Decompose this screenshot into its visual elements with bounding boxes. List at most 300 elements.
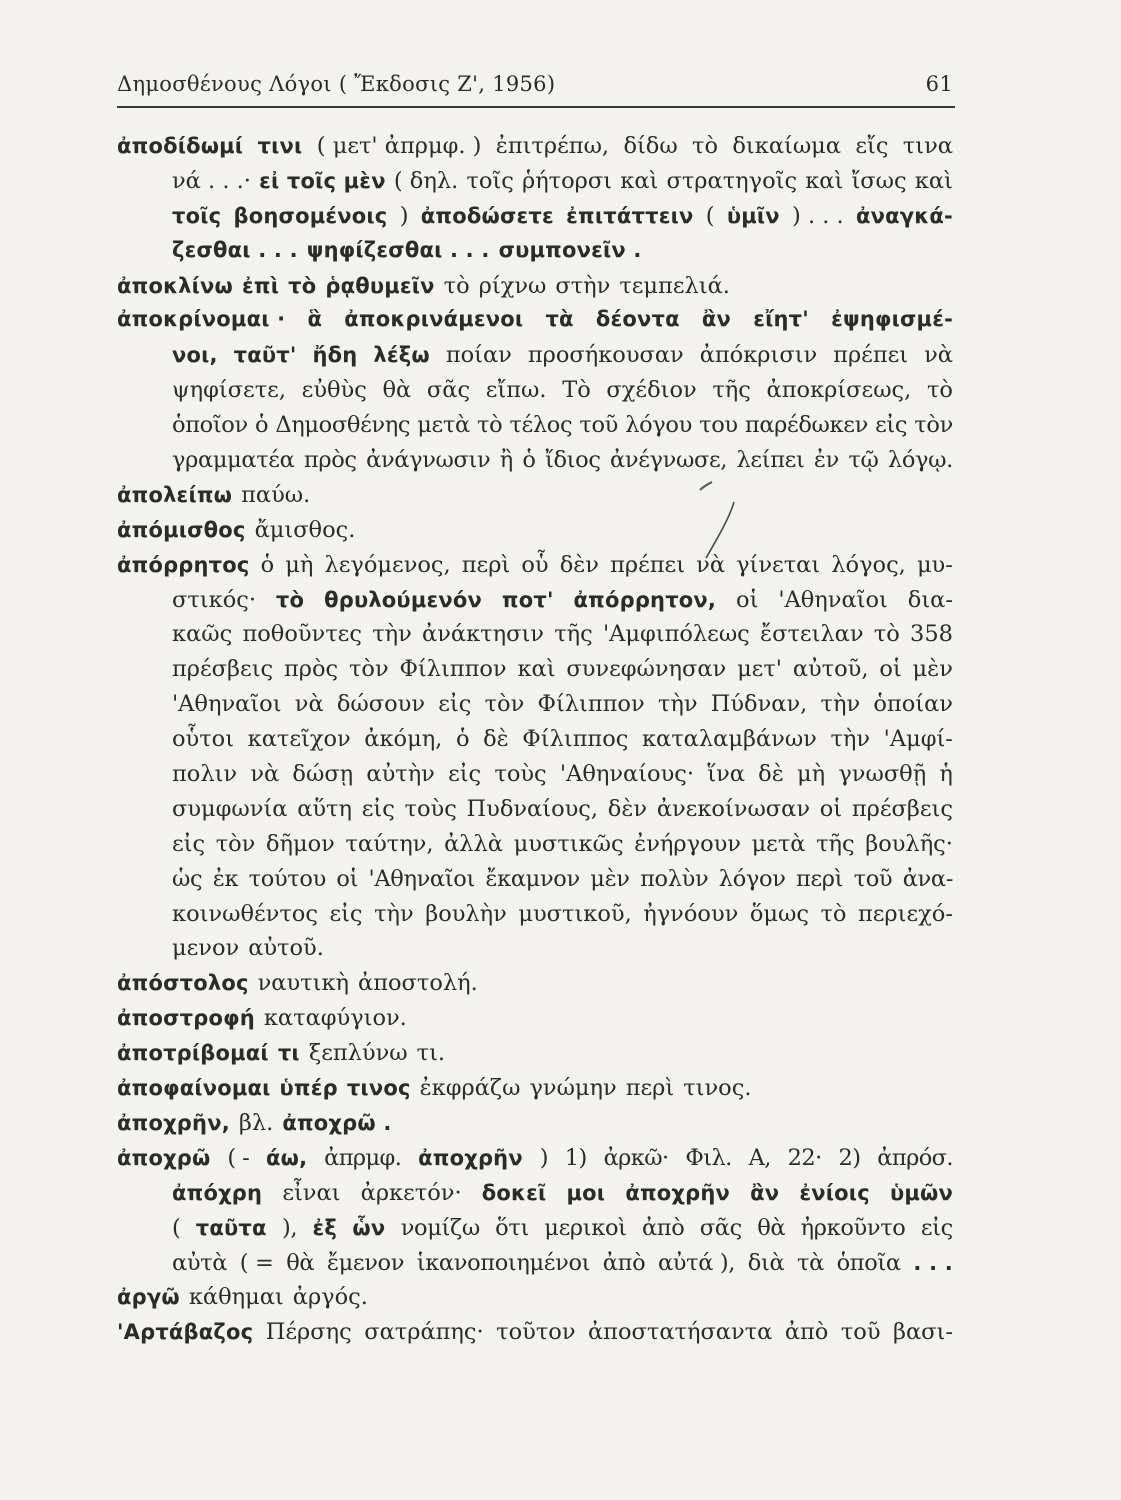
headword: ἤδη [312,343,358,368]
text-segment: 'Αθηναῖοι [368,865,475,892]
text-segment: καταφύγιον. [263,1005,407,1032]
text-segment: ( [705,202,715,229]
headword: ἐψηφισμέ- [831,307,953,332]
text-segment: ἀκόμη, [364,726,443,753]
text-line [117,1005,953,1040]
headword: ἀποδίδωμί [117,134,244,158]
headword: ἀποκρινάμενοι [344,307,524,332]
text-segment: οὗ [521,551,549,578]
text-segment: μετὰ [751,830,806,857]
headword: θρυλούμενόν [324,587,482,612]
text-segment: ἀνάκτησιν [422,621,544,648]
headword: ἀποτρίβομαί [117,1041,269,1066]
text-segment: τὴν [820,691,861,718]
text-segment: θὰ [286,1249,315,1276]
headword: ἃ [307,307,323,332]
headword: ὑπέρ [279,1076,338,1101]
dictionary-entries [117,133,953,1354]
headword: εἴητ' [753,307,809,332]
headword: συμπονεῖν . [498,237,642,262]
text-segment: συμφωνία [172,795,288,822]
text-segment: βουλὴν [425,900,507,927]
text-segment: οἱ [336,865,359,892]
text-segment: δια- [907,586,953,613]
text-segment: καῶς [172,621,233,648]
text-line [117,691,953,726]
text-line [117,726,953,761]
text-segment: τι. [416,1040,446,1067]
text-segment: γίνεται [736,551,821,578]
text-segment: αὐτὴν [366,761,435,788]
headword: εἰ τοῖς μὲν [259,168,386,193]
text-line [117,412,953,447]
text-segment: ), [281,1214,298,1241]
page-number: 61 [925,72,953,96]
headword: ταῦτα [195,1215,267,1240]
text-segment: αὐτοῦ, [792,656,869,683]
text-segment: εἴς [855,133,889,159]
text-segment: ἴδιος [545,447,601,474]
text-segment: ποίαν [445,342,512,369]
text-segment: ναυτικὴ [257,970,349,997]
text-line [117,831,953,866]
text-segment: Φιλ. [685,1144,732,1171]
text-segment: αὕτη [297,795,352,822]
text-segment: δίδω [623,133,678,159]
header-rule [117,106,955,108]
text-segment: λεγόμενος, [324,551,451,578]
text-segment: περὶ [461,551,511,578]
text-line [117,761,953,796]
text-segment: δὲ [758,761,784,788]
text-segment: ἀποστολή. [358,970,478,997]
text-segment: γνωσθῇ [838,761,927,788]
text-segment: τὸν [348,656,389,683]
text-segment: ) [399,202,409,229]
headword: ἀποδώσετε [420,203,554,228]
headword: τὸ [288,273,317,298]
text-segment: μενον [172,935,240,962]
headword: ἀποφαίνομαι [117,1076,271,1101]
text-segment: παρέδωκεν [744,412,868,439]
text-segment: τὸ [692,133,719,159]
text-line [117,587,953,622]
text-segment: μυστικοῦ, [518,900,632,927]
text-segment: ἀπὸ [641,1214,685,1241]
running-head [117,72,953,96]
headword: ἀπόρρητον, [573,587,717,612]
headword: δέοντα [595,307,680,332]
text-segment: τινα [902,133,953,159]
text-segment: δὲν [607,795,648,822]
text-line [117,203,953,238]
headword: ἀπόμισθος [117,517,246,542]
text-segment: ὁ [522,447,536,474]
text-segment: εὐθὺς [301,377,367,404]
text-segment: γνώμην [529,1075,617,1102]
headword: ἀποκρίνομαι · [117,307,286,332]
text-segment: ἐπιτρέπω, [495,133,610,159]
text-segment: μὲν [590,865,630,892]
text-segment: μετὰ [417,412,470,439]
text-line [117,447,953,482]
text-segment: τῆς [712,377,751,404]
text-segment: Φίλιππος [522,726,629,753]
text-segment: ἀπόκρισιν [699,342,818,369]
text-segment: τὸ [443,272,470,299]
text-segment: Δημοσθένης [275,412,411,439]
text-segment: ἠρκοῦντο [800,1214,906,1241]
text-line [117,1319,953,1354]
headword: άω, [265,1145,308,1170]
text-segment: 'Αθηναῖοι [172,691,282,718]
text-segment: στικός· [172,586,256,613]
text-segment: ἀνάγνωσιν [366,447,491,474]
text-segment: δὲ [483,726,509,753]
text-segment: ἡ [939,761,953,788]
text-segment: νά . . .· [172,167,251,194]
text-segment: καὶ [517,656,556,683]
text-segment: μυ- [916,551,953,578]
text-segment: ὁποῖον [172,412,248,439]
headword: ὧν [352,1215,386,1240]
headword: δοκεῖ [481,1180,547,1205]
text-segment: νὰ [924,342,953,369]
text-segment: λόγος, [831,551,906,578]
text-segment: πρέπει [610,551,686,578]
text-segment: του [699,412,738,439]
text-segment: οἱ [819,795,843,822]
text-line [117,1215,953,1250]
text-segment: νομίζω [400,1214,480,1241]
headword: ἀποχρῆν, [117,1110,230,1135]
headword: ἀποκλίνω [117,273,234,298]
text-segment: γραμματέα [172,447,295,474]
headword: ἂν [750,1180,780,1205]
headword: ἐπὶ [242,273,280,298]
text-segment: ἀλλὰ [444,830,504,857]
text-segment: εἴπω. [485,377,547,404]
text-line [117,168,953,203]
text-segment: μὴ [797,761,826,788]
headword: τι [277,1041,300,1066]
headword: λέξω [373,343,430,368]
headword: τὸ [275,587,305,612]
headword: νοι, [172,343,218,368]
text-segment: ὡς [172,865,203,892]
text-segment: νὰ [696,551,726,578]
text-segment: τὴν [657,691,698,718]
text-segment: δώσουν [336,691,426,718]
text-segment: ποθοῦντες [242,621,362,648]
text-segment: Πύδναν, [710,691,808,718]
text-segment: μερικοὶ [544,1214,627,1241]
text-segment: τὸ [476,412,503,439]
text-segment: πολιν [172,761,238,788]
text-segment: κατεῖχον [247,726,351,753]
text-line [117,377,953,412]
text-segment: Φίλιππον [537,691,645,718]
headword: ἀποστροφή [117,1006,255,1031]
text-segment: λείπει [736,447,805,474]
text-segment: ἔμενον [326,1249,405,1276]
handwritten-mark-icon [690,472,750,572]
text-segment: πρὸς [283,656,339,683]
headword: ὑμῖν [726,203,780,228]
text-segment: ἐνήργουν [634,830,741,857]
text-segment: στὴν [555,272,611,299]
text-segment: αὐτά ), [657,1249,736,1276]
text-segment: οὗτοι [172,726,235,753]
text-segment: τοῦ [853,865,893,892]
text-segment: ἐκφράζω [419,1075,521,1102]
text-line [117,552,953,587]
text-segment: σᾶς [699,1214,742,1241]
text-segment: τοῦ [579,412,619,439]
text-segment: καταλαμβάνων [641,726,817,753]
text-segment: ἀπρόσ. [877,1144,953,1171]
text-line [117,866,953,901]
headword: ἀπολείπω [117,482,233,507]
text-segment: καὶ [620,167,659,194]
text-segment: 'Αμφί- [883,726,953,753]
headword: τοῖς [172,203,222,228]
text-segment: τῷ [848,447,879,474]
text-segment: ἀργός. [292,1284,368,1311]
text-segment: πρὸς [303,447,357,474]
text-line [117,342,953,377]
text-segment: 22· [787,1144,822,1171]
text-segment: μὴ [285,551,314,578]
headword: ἐξ [312,1215,338,1240]
text-segment: ξεπλύνω [308,1040,408,1067]
text-segment: μετ' [737,656,782,683]
headword: ψηφίζεσθαι . . . [306,237,490,262]
text-segment: κάθημαι [188,1284,284,1311]
headword: ὑμῶν [889,1180,953,1205]
text-segment: εἶναι [282,1179,341,1206]
text-segment: τὸν [914,412,953,439]
text-segment: οἱ [736,586,759,613]
text-segment: τὸν [484,691,525,718]
text-segment: εἰς [875,412,908,439]
text-line [117,796,953,831]
text-segment: ( μετ' ἀπρμφ. ) [316,133,482,159]
text-segment: βουλῆς· [865,830,953,857]
headword: βοησομένοις [233,203,388,228]
text-segment: Φίλιππον [399,656,507,683]
headword: . . . [913,1250,953,1275]
text-segment: τεμπελιά. [619,272,730,299]
text-segment: τοὺς [404,795,457,822]
text-segment: ἀποκρίσεως, [766,377,912,404]
text-segment: ἀρκετόν· [360,1179,462,1206]
text-line [117,901,953,936]
text-segment: αὐτοῦ. [248,935,324,962]
text-segment: ( [172,1214,181,1241]
text-segment: νὰ [294,691,324,718]
text-segment: ὁ [260,551,275,578]
headword: 'Αρτάβαζος [117,1320,254,1345]
text-segment: ἀνέγνωσε, [610,447,728,474]
text-line [117,1075,953,1110]
text-segment: ἀπὸ [602,1249,646,1276]
text-segment: ἐν [813,447,839,474]
text-line [117,1110,953,1145]
text-segment: τινος. [683,1075,752,1102]
text-segment: πολὺν [640,865,709,892]
headword: τὰ [545,307,574,332]
text-segment: ἔστειλαν [760,621,864,648]
text-segment: εἰς [438,691,472,718]
text-segment: ὁποῖα [836,1249,901,1276]
text-segment: Πυδναίους, [466,795,599,822]
text-line [117,935,953,970]
text-segment: τὰ [796,1249,824,1276]
text-segment: τῆς [816,830,855,857]
text-segment: εἰς [361,795,395,822]
text-line [117,517,953,552]
text-line [117,1284,953,1319]
text-line [117,1040,953,1075]
text-line [117,1145,953,1180]
text-segment: ἀποστατήσαντα [587,1319,773,1346]
text-segment: ταύτην, [345,830,434,857]
text-segment: εἰς [172,830,206,857]
text-segment: τούτου [248,865,326,892]
text-segment: ἢ [499,447,513,474]
text-segment: λόγῳ. [887,447,953,474]
headword: τινος [346,1076,411,1101]
text-segment: ὅτι [495,1214,529,1241]
headword: ἀποχρῆν [418,1145,523,1170]
text-segment: ὁ [455,726,470,753]
text-segment: σατράπης· [364,1319,484,1346]
text-line [117,970,953,1005]
text-segment: ὅμως [749,900,809,927]
text-segment: τὸν [215,830,256,857]
text-segment: μὲν [912,656,953,683]
headword: ζεσθαι . . . [172,237,298,262]
text-segment: σᾶς [426,377,471,404]
text-segment: ἀνα- [902,865,953,892]
text-segment: πρέσβεις [172,656,274,683]
text-segment: δικαίωμα [732,133,842,159]
text-segment: προσήκουσαν [527,342,684,369]
text-segment: τοῖς [466,167,514,194]
text-line [117,273,953,308]
text-segment: περιεχό- [857,900,953,927]
headword: ἀπόχρη [172,1180,263,1205]
text-segment: 358 [910,621,953,648]
text-segment: ( = [239,1249,274,1276]
headword: ἐνίοις [799,1180,870,1205]
headword: ποτ' [501,587,554,612]
text-segment: τὸ [873,621,900,648]
text-segment: πρέπει [833,342,909,369]
text-segment: βασι- [892,1319,953,1346]
headword: ἀποχρῶ [117,1145,211,1170]
text-segment: ὁ [255,412,269,439]
text-segment: λόγου [625,412,692,439]
text-line [117,656,953,691]
text-segment: ) [539,1144,548,1171]
text-segment: ἠγνόουν [643,900,739,927]
headword: ἐπιτάττειν [566,203,694,228]
text-segment: ἀνεκοίνωσαν [656,795,811,822]
text-segment: νὰ [250,761,280,788]
text-segment: δὲν [559,551,599,578]
text-segment: ἴσως [851,167,907,194]
text-segment: δώσῃ [292,761,354,788]
text-line [117,238,953,273]
text-segment: ἀπρμφ. [324,1144,402,1171]
text-line [117,133,953,168]
text-segment: ἄμισθος. [254,516,356,543]
headword: μοι [566,1180,606,1205]
text-segment: ἔκαμνον [485,865,580,892]
text-segment: 1) [564,1144,587,1171]
text-segment: τὴν [830,726,871,753]
text-segment: ῥήτορσι [521,167,613,194]
text-segment: τοῦτον [496,1319,576,1346]
headword: ἀργῶ [117,1285,180,1310]
text-line [117,621,953,656]
text-segment: βλ. [238,1109,274,1136]
text-segment: τὴν [372,621,412,648]
text-segment: θὰ [757,1214,786,1241]
headword: ταῦτ' [233,343,297,368]
text-segment: ) . . . [792,202,844,229]
text-segment: καὶ [805,167,844,194]
text-segment: ρίχνω [478,272,547,299]
headword: ἀπόρρητος [117,552,250,577]
text-segment: 'Αθηναῖοι [778,586,888,613]
text-segment: ὁποίαν [873,691,953,718]
text-segment: ἀρκῶ· [603,1144,669,1171]
text-segment: 2) [838,1144,861,1171]
text-segment: ἐκ [212,865,239,892]
text-segment: ψηφίσετε, [172,377,286,404]
headword: ἀποχρῶ . [282,1110,392,1135]
text-segment: τὴν [374,900,414,927]
text-segment: εἰς [920,1214,953,1241]
text-segment: σχέδιον [606,377,697,404]
text-segment: τοῦ [840,1319,881,1346]
text-segment: δῆμον [265,830,335,857]
headword: ἀποχρῆν [625,1180,731,1205]
text-segment: κοινωθέντος [172,900,318,927]
text-segment: παύω. [241,481,311,508]
headword: ἀπόστολος [117,971,249,996]
text-segment: τοὺς [494,761,547,788]
text-segment: εἰς [448,761,482,788]
headword: ῥᾳθυμεῖν [325,273,435,298]
headword: ἀναγκά- [856,203,953,228]
text-segment: καὶ [914,167,953,194]
text-line [117,1180,953,1215]
text-segment: συνεφώνησαν [566,656,727,683]
text-line [117,482,953,517]
text-segment: στρατηγοῖς [666,167,798,194]
text-segment: 'Αμφιπόλεως [602,621,750,648]
text-segment: λόγον [718,865,786,892]
text-segment: Α, [748,1144,771,1171]
text-segment: Πέρσης [265,1319,352,1346]
text-line [117,1250,953,1285]
text-segment: ἵνα [707,761,745,788]
text-segment: εἰς [329,900,363,927]
